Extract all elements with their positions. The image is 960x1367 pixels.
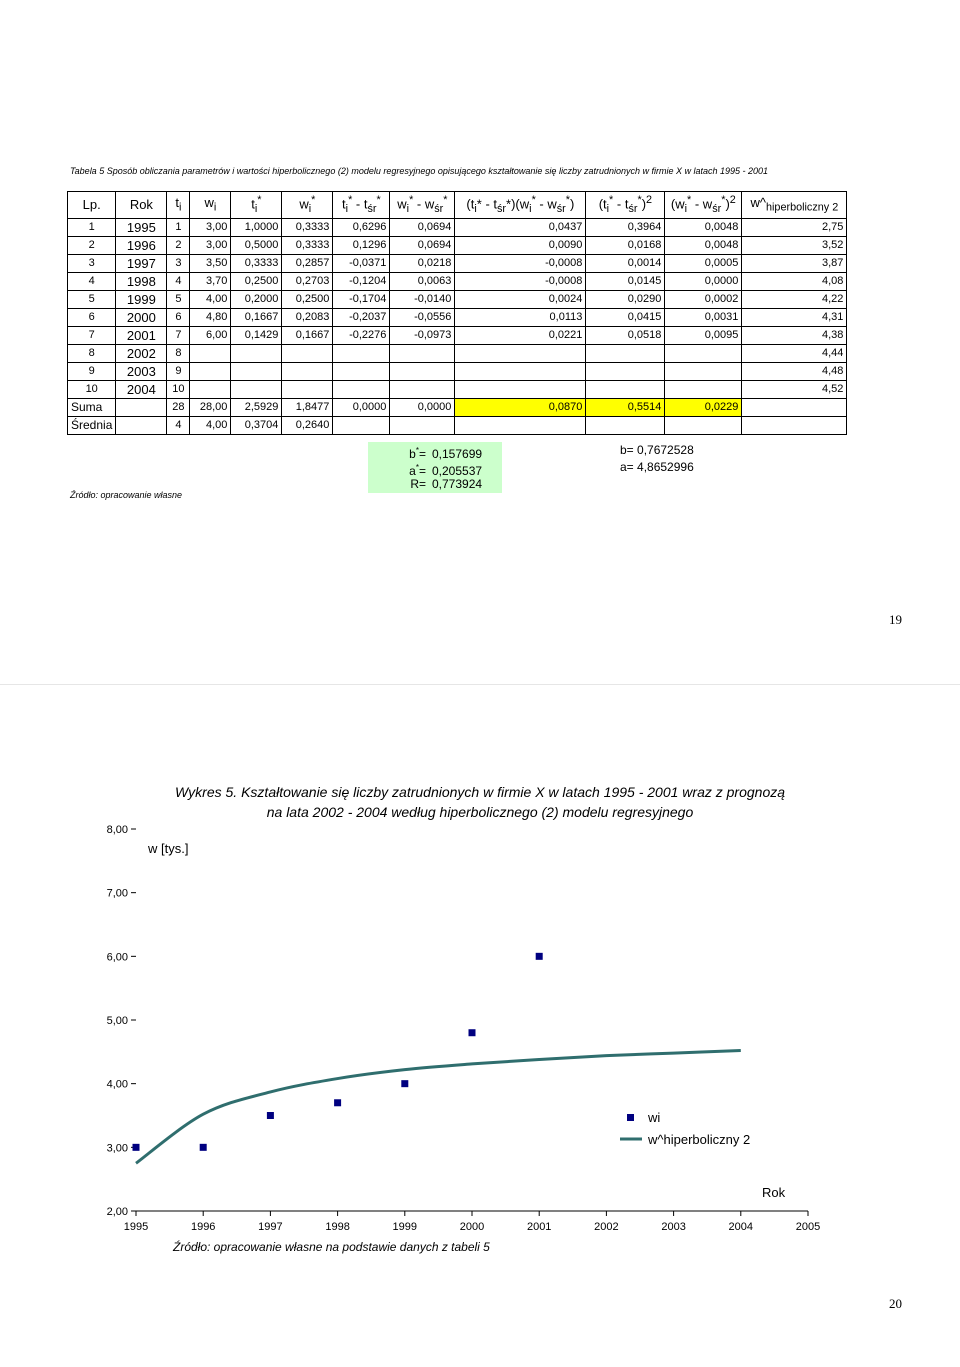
table-cell: 0,1429	[231, 326, 282, 344]
header-w-diff: $w_i^* - w_{śr}^*$	[390, 192, 455, 219]
table-cell: 0,0002	[665, 290, 742, 308]
table-cell: Suma	[68, 398, 116, 416]
table-cell: 0,0694	[390, 218, 455, 236]
header-lp: Lp.	[68, 192, 116, 219]
table-cell: 4,38	[742, 326, 847, 344]
table-cell: 0,0290	[586, 290, 665, 308]
x-tick-label: 2003	[661, 1221, 686, 1233]
table-cell: 0,0024	[455, 290, 586, 308]
table-cell: 3,00	[190, 218, 231, 236]
y-tick-label: 8,00	[106, 824, 128, 836]
y-tick-label: 2,00	[106, 1206, 128, 1218]
table-cell: 0,0221	[455, 326, 586, 344]
table-cell: 1998	[116, 272, 167, 290]
table-cell: 4,48	[742, 362, 847, 380]
table-cell: Średnia	[68, 416, 116, 434]
table-cell: 0,1667	[231, 308, 282, 326]
table-cell: 0,3704	[231, 416, 282, 434]
x-axis-title: Rok	[762, 1185, 786, 1200]
x-tick-label: 1997	[258, 1221, 283, 1233]
table-cell: 1996	[116, 236, 167, 254]
table-cell: 4,08	[742, 272, 847, 290]
table-cell: 2,5929	[231, 398, 282, 416]
header-ti: $t_i$	[167, 192, 190, 219]
table-cell: 1999	[116, 290, 167, 308]
table-cell: 0,0415	[586, 308, 665, 326]
table-cell: 0,3964	[586, 218, 665, 236]
x-tick-label: 1998	[325, 1221, 350, 1233]
table-cell: 0,0005	[665, 254, 742, 272]
table-cell: 2002	[116, 344, 167, 362]
param-b: b= 0,7672528	[620, 443, 694, 457]
legend-label-hyperbolic: w^hiperboliczny 2	[648, 1132, 751, 1147]
table-cell: 2000	[116, 308, 167, 326]
data-point-wi	[267, 1112, 274, 1119]
table-cell: 1,0000	[231, 218, 282, 236]
header-ti-star: $t_i^*$	[231, 192, 282, 219]
chart-title-line-1: Wykres 5. Kształtowanie się liczby zatrudnionych w firmie X w latach 1995 - 2001 wraz z prognozą	[174, 784, 786, 800]
table-cell: 0,0048	[665, 236, 742, 254]
table-cell: 0,0048	[665, 218, 742, 236]
table-cell: 2001	[116, 326, 167, 344]
table-cell: 0,0095	[665, 326, 742, 344]
table-cell: 1	[167, 218, 190, 236]
table-cell: 0,2500	[231, 272, 282, 290]
x-tick-label: 1996	[190, 1221, 216, 1233]
table-cell: 6	[68, 308, 116, 326]
table-cell: 10	[68, 380, 116, 398]
table-cell: 5	[167, 290, 190, 308]
table-cell: 3	[68, 254, 116, 272]
x-tick-label: 2002	[594, 1221, 619, 1233]
table-caption: Tabela 5 Sposób obliczania parametrów i wartości hiperbolicznego (2) modelu regresyjnego opisującego kształtowanie się liczby zatrudnionych w firmie X w latach 1995 - 2001	[70, 166, 769, 176]
data-point-wi	[469, 1029, 476, 1036]
table-cell: 0,1667	[282, 326, 333, 344]
table-cell: -0,0371	[333, 254, 390, 272]
table-cell: -0,2276	[333, 326, 390, 344]
table-cell: -0,0140	[390, 290, 455, 308]
data-point-wi	[200, 1144, 207, 1151]
header-t-sq: $(t_i^* - t_{śr}^*)^2$	[586, 192, 665, 219]
table-cell: 0,0218	[390, 254, 455, 272]
table-cell: -0,2037	[333, 308, 390, 326]
table-cell: 6,00	[190, 326, 231, 344]
table-cell: 1	[68, 218, 116, 236]
table-cell: -0,0008	[455, 254, 586, 272]
table-cell: 0,0031	[665, 308, 742, 326]
table-cell: 0,2640	[282, 416, 333, 434]
table-cell: 1995	[116, 218, 167, 236]
table-cell: 1,8477	[282, 398, 333, 416]
header-product: $(t_i* - t_{śr}*)(w_i^* - w_{śr}^*)$	[455, 192, 586, 219]
page-number-20: 20	[889, 1296, 902, 1311]
table-cell: 0,0229	[665, 398, 742, 416]
table-cell: 0,0437	[455, 218, 586, 236]
y-tick-label: 3,00	[106, 1142, 128, 1155]
legend-label-wi: wi	[648, 1110, 661, 1125]
table-cell: 0,2500	[282, 290, 333, 308]
header-w-hyp: $w\^{}_{hiperboliczny 2}$	[742, 192, 847, 219]
x-tick-label: 2001	[526, 1221, 552, 1233]
y-tick-label: 6,00	[106, 951, 128, 964]
x-tick-label: 2004	[728, 1221, 754, 1233]
table-cell: 2,75	[742, 218, 847, 236]
table-cell: 0,0113	[455, 308, 586, 326]
table-cell: 28	[167, 398, 190, 416]
table-cell: 0,3333	[231, 254, 282, 272]
y-tick-label: 7,00	[106, 887, 128, 900]
table-cell: 2	[68, 236, 116, 254]
table-cell: 2	[167, 236, 190, 254]
table-cell: 0,6296	[333, 218, 390, 236]
param-a-star: a*= 0,205537	[409, 463, 483, 478]
table-cell: 4	[68, 272, 116, 290]
param-r: R= 0,773924	[410, 477, 483, 491]
y-tick-label: 5,00	[106, 1015, 128, 1027]
table-cell: 0,2703	[282, 272, 333, 290]
x-tick-label: 2005	[795, 1221, 821, 1233]
data-point-wi	[334, 1099, 341, 1106]
table-cell: 4,00	[190, 416, 231, 434]
table-cell: 0,0518	[586, 326, 665, 344]
table-cell: 0,0090	[455, 236, 586, 254]
table-cell: -0,0973	[390, 326, 455, 344]
table-cell: 0,0145	[586, 272, 665, 290]
table-cell: 9	[68, 362, 116, 380]
param-a: a= 4,8652996	[620, 460, 694, 474]
table-cell: 3,70	[190, 272, 231, 290]
table-cell: 4,00	[190, 290, 231, 308]
y-axis-title: w [tys.]	[148, 841, 189, 856]
table-cell: 4,22	[742, 290, 847, 308]
table-cell: 0,0063	[390, 272, 455, 290]
x-tick-label: 2000	[459, 1221, 485, 1233]
table-cell: 3,52	[742, 236, 847, 254]
table-cell: 3,50	[190, 254, 231, 272]
header-w-sq: $(w_i^* - w_{śr}^*)^2$	[665, 192, 742, 219]
table-cell: 0,5514	[586, 398, 665, 416]
table-cell: 4	[167, 272, 190, 290]
page-number-19: 19	[889, 612, 902, 627]
chart-title-line-2: na lata 2002 - 2004 według hiperbolicznego (2) modelu regresyjnego	[266, 804, 694, 820]
table-cell: 6	[167, 308, 190, 326]
y-tick-label: 4,00	[106, 1078, 128, 1091]
header-rok: Rok	[116, 192, 167, 219]
table-source: Źródło: opracowanie własne	[70, 490, 183, 500]
table-cell: -0,0556	[390, 308, 455, 326]
table-cell: -0,0008	[455, 272, 586, 290]
table-cell: 4,80	[190, 308, 231, 326]
table-cell: 8	[68, 344, 116, 362]
table-cell: 5	[68, 290, 116, 308]
header-t-diff: $t_i^* - t_{śr}^*$	[333, 192, 390, 219]
table-cell: -0,1204	[333, 272, 390, 290]
table-cell: 7	[68, 326, 116, 344]
table-cell: 4	[167, 416, 190, 434]
table-cell: 0,3333	[282, 236, 333, 254]
table-cell: 0,2857	[282, 254, 333, 272]
table-cell: 0,5000	[231, 236, 282, 254]
table-cell: -0,1704	[333, 290, 390, 308]
table-cell: 3,00	[190, 236, 231, 254]
table-cell: 2004	[116, 380, 167, 398]
table-cell: 0,1296	[333, 236, 390, 254]
table-cell: 0,2000	[231, 290, 282, 308]
table-cell: 0,0168	[586, 236, 665, 254]
table-cell: 4,31	[742, 308, 847, 326]
table-cell: 3,87	[742, 254, 847, 272]
data-point-wi	[401, 1080, 408, 1087]
table-cell: 0,0870	[455, 398, 586, 416]
table-cell: 10	[167, 380, 190, 398]
x-tick-label: 1999	[392, 1221, 418, 1233]
x-tick-label: 1995	[123, 1221, 149, 1233]
chart-source: Źródło: opracowanie własne na podstawie danych z tabeli 5	[173, 1240, 490, 1254]
data-point-wi	[536, 953, 543, 960]
table-cell: 9	[167, 362, 190, 380]
table-cell: 1997	[116, 254, 167, 272]
table-cell: 4,52	[742, 380, 847, 398]
table-cell: 0,0014	[586, 254, 665, 272]
table-cell: 0,0000	[390, 398, 455, 416]
legend-marker-wi	[627, 1114, 634, 1121]
table-cell: 0,2083	[282, 308, 333, 326]
table-cell: 0,3333	[282, 218, 333, 236]
table-cell: 3	[167, 254, 190, 272]
table-cell: 2003	[116, 362, 167, 380]
table-cell: 0,0694	[390, 236, 455, 254]
table-cell: 8	[167, 344, 190, 362]
table-cell: 0,0000	[333, 398, 390, 416]
data-point-wi	[133, 1144, 140, 1151]
param-b-star: b*= 0,157699	[409, 446, 483, 461]
table-cell: 7	[167, 326, 190, 344]
header-wi: $w_i$	[190, 192, 231, 219]
table-cell: 28,00	[190, 398, 231, 416]
table-cell: 0,0000	[665, 272, 742, 290]
header-wi-star: $w_i^*$	[282, 192, 333, 219]
table-cell: 4,44	[742, 344, 847, 362]
